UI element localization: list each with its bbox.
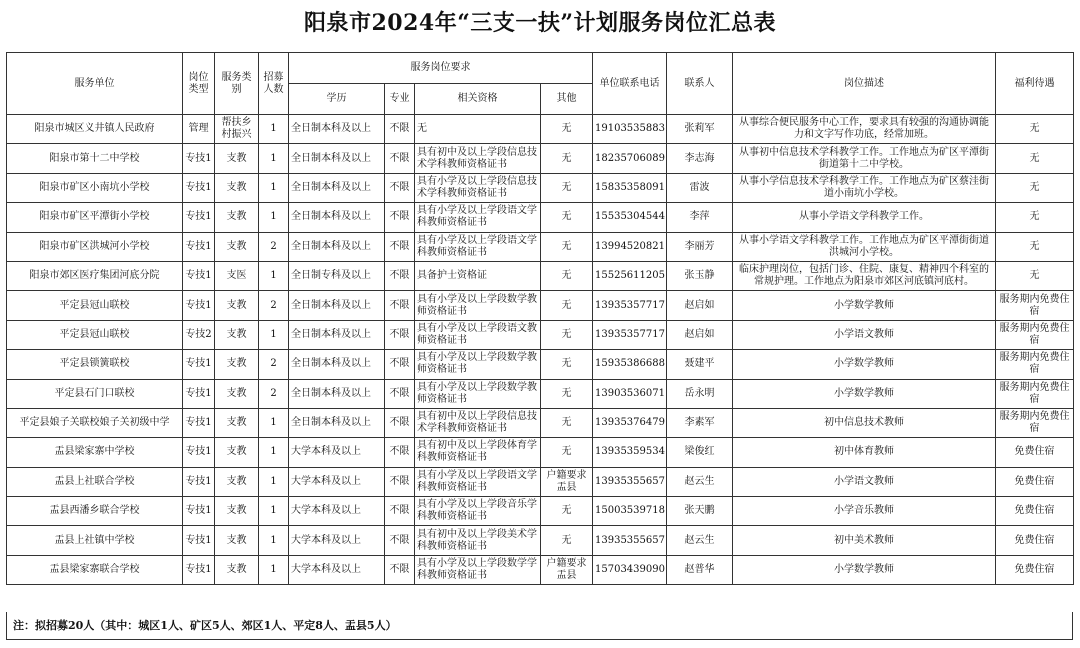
cell-education: 全日制本科及以上 — [289, 350, 385, 379]
cell-service-type: 支教 — [215, 291, 259, 320]
cell-phone: 13935359534 — [593, 438, 667, 467]
table-row — [7, 203, 1074, 232]
cell-description: 小学数学教师 — [733, 291, 996, 320]
cell-unit: 盂县梁家寨联合学校 — [7, 555, 183, 584]
cell-contact: 梁俊红 — [667, 438, 733, 467]
cell-service-type: 支教 — [215, 555, 259, 584]
cell-other: 无 — [541, 320, 593, 349]
cell-recruit-count: 1 — [259, 261, 289, 290]
cell-recruit-count: 1 — [259, 320, 289, 349]
table-body — [7, 115, 1074, 585]
cell-description: 小学数学教师 — [733, 350, 996, 379]
cell-education: 大学本科及以上 — [289, 526, 385, 555]
cell-post-type: 专技1 — [183, 555, 215, 584]
cell-description: 从事小学语文学科教学工作。工作地点为矿区平潭街街道洪城河小学校。 — [733, 232, 996, 261]
cell-service-type: 支教 — [215, 144, 259, 173]
cell-education: 全日制本科及以上 — [289, 115, 385, 144]
cell-education: 全日制本科及以上 — [289, 379, 385, 408]
cell-other: 无 — [541, 350, 593, 379]
header-requirements: 服务岗位要求 — [289, 53, 593, 84]
cell-major: 不限 — [385, 203, 415, 232]
cell-service-type: 支教 — [215, 350, 259, 379]
cell-phone: 18235706089 — [593, 144, 667, 173]
cell-major: 不限 — [385, 115, 415, 144]
cell-recruit-count: 2 — [259, 379, 289, 408]
cell-qualification: 具有小学及以上学段语文学科教师资格证书 — [415, 467, 541, 496]
cell-phone: 15535304544 — [593, 203, 667, 232]
cell-major: 不限 — [385, 173, 415, 202]
cell-unit: 平定县冠山联校 — [7, 320, 183, 349]
cell-qualification: 无 — [415, 115, 541, 144]
cell-service-type: 支教 — [215, 526, 259, 555]
cell-welfare: 无 — [996, 173, 1074, 202]
cell-major: 不限 — [385, 261, 415, 290]
cell-description: 初中美术教师 — [733, 526, 996, 555]
cell-contact: 李志海 — [667, 144, 733, 173]
cell-recruit-count: 2 — [259, 291, 289, 320]
table-row — [7, 467, 1074, 496]
table-row — [7, 408, 1074, 437]
cell-unit: 阳泉市城区义井镇人民政府 — [7, 115, 183, 144]
cell-qualification: 具有小学及以上学段数学教师资格证书 — [415, 350, 541, 379]
cell-recruit-count: 1 — [259, 408, 289, 437]
cell-education: 大学本科及以上 — [289, 555, 385, 584]
cell-recruit-count: 1 — [259, 144, 289, 173]
cell-education: 全日制本科及以上 — [289, 320, 385, 349]
cell-recruit-count: 1 — [259, 526, 289, 555]
cell-phone: 13994520821 — [593, 232, 667, 261]
cell-contact: 赵云生 — [667, 526, 733, 555]
cell-other: 无 — [541, 203, 593, 232]
table-row — [7, 555, 1074, 584]
cell-service-type: 支教 — [215, 467, 259, 496]
cell-other: 无 — [541, 232, 593, 261]
cell-major: 不限 — [385, 497, 415, 526]
cell-description: 初中体育教师 — [733, 438, 996, 467]
cell-unit: 平定县锁簧联校 — [7, 350, 183, 379]
cell-major: 不限 — [385, 350, 415, 379]
cell-unit: 盂县上社镇中学校 — [7, 526, 183, 555]
cell-contact: 李素军 — [667, 408, 733, 437]
cell-contact: 李萍 — [667, 203, 733, 232]
cell-post-type: 专技1 — [183, 350, 215, 379]
cell-welfare: 服务期内免费住宿 — [996, 291, 1074, 320]
cell-post-type: 专技1 — [183, 379, 215, 408]
cell-education: 全日制本科及以上 — [289, 144, 385, 173]
document-title: 阳泉市2024年“三支一扶”计划服务岗位汇总表 — [303, 10, 777, 36]
cell-post-type: 专技1 — [183, 173, 215, 202]
cell-description: 小学语文教师 — [733, 467, 996, 496]
cell-unit: 阳泉市第十二中学校 — [7, 144, 183, 173]
cell-description: 小学音乐教师 — [733, 497, 996, 526]
cell-description: 从事小学语文学科教学工作。 — [733, 203, 996, 232]
cell-contact: 赵启如 — [667, 320, 733, 349]
cell-other: 无 — [541, 173, 593, 202]
cell-phone: 15525611205 — [593, 261, 667, 290]
cell-other: 户籍要求盂县 — [541, 467, 593, 496]
cell-description: 初中信息技术教师 — [733, 408, 996, 437]
table-row — [7, 291, 1074, 320]
cell-education: 大学本科及以上 — [289, 497, 385, 526]
cell-major: 不限 — [385, 555, 415, 584]
table-row — [7, 261, 1074, 290]
cell-welfare: 免费住宿 — [996, 526, 1074, 555]
header-contact: 联系人 — [667, 53, 733, 115]
header-row-1 — [7, 53, 1074, 84]
cell-qualification: 具有小学及以上学段信息技术学科教师资格证书 — [415, 173, 541, 202]
header-education: 学历 — [289, 84, 385, 115]
cell-welfare: 无 — [996, 144, 1074, 173]
table-row — [7, 497, 1074, 526]
cell-welfare: 无 — [996, 232, 1074, 261]
cell-education: 全日制本科及以上 — [289, 203, 385, 232]
cell-post-type: 专技1 — [183, 467, 215, 496]
cell-unit: 平定县石门口联校 — [7, 379, 183, 408]
table-row — [7, 173, 1074, 202]
cell-other: 无 — [541, 261, 593, 290]
cell-description: 小学数学教师 — [733, 555, 996, 584]
cell-post-type: 专技1 — [183, 438, 215, 467]
cell-major: 不限 — [385, 526, 415, 555]
table-row — [7, 350, 1074, 379]
cell-unit: 阳泉市矿区小南坑小学校 — [7, 173, 183, 202]
table-row — [7, 526, 1074, 555]
cell-major: 不限 — [385, 232, 415, 261]
cell-post-type: 专技2 — [183, 320, 215, 349]
cell-other: 无 — [541, 497, 593, 526]
cell-phone: 15703439090 — [593, 555, 667, 584]
cell-phone: 13935355657 — [593, 526, 667, 555]
cell-qualification: 具有小学及以上学段数学教师资格证书 — [415, 379, 541, 408]
table-row — [7, 379, 1074, 408]
cell-phone: 15835358091 — [593, 173, 667, 202]
cell-contact: 赵云生 — [667, 467, 733, 496]
cell-contact: 张莉军 — [667, 115, 733, 144]
cell-phone: 13935355657 — [593, 467, 667, 496]
cell-welfare: 无 — [996, 261, 1074, 290]
cell-education: 大学本科及以上 — [289, 438, 385, 467]
cell-major: 不限 — [385, 320, 415, 349]
cell-other: 户籍要求盂县 — [541, 555, 593, 584]
cell-unit: 平定县冠山联校 — [7, 291, 183, 320]
cell-unit: 平定县娘子关联校娘子关初级中学 — [7, 408, 183, 437]
cell-service-type: 帮扶乡村振兴 — [215, 115, 259, 144]
cell-other: 无 — [541, 526, 593, 555]
cell-post-type: 专技1 — [183, 232, 215, 261]
cell-other: 无 — [541, 379, 593, 408]
cell-recruit-count: 2 — [259, 350, 289, 379]
cell-unit: 阳泉市矿区洪城河小学校 — [7, 232, 183, 261]
header-description: 岗位描述 — [733, 53, 996, 115]
cell-education: 全日制本科及以上 — [289, 232, 385, 261]
cell-post-type: 管理 — [183, 115, 215, 144]
cell-major: 不限 — [385, 379, 415, 408]
cell-welfare: 服务期内免费住宿 — [996, 408, 1074, 437]
cell-unit: 阳泉市矿区平潭街小学校 — [7, 203, 183, 232]
positions-table — [6, 52, 1074, 585]
table-row — [7, 144, 1074, 173]
cell-service-type: 支医 — [215, 261, 259, 290]
cell-description: 临床护理岗位，包括门诊、住院、康复、精神四个科室的常规护理。工作地点为阳泉市郊区河底镇河底村。 — [733, 261, 996, 290]
cell-recruit-count: 1 — [259, 555, 289, 584]
cell-phone: 19103535883 — [593, 115, 667, 144]
cell-contact: 雷波 — [667, 173, 733, 202]
cell-major: 不限 — [385, 144, 415, 173]
cell-other: 无 — [541, 115, 593, 144]
cell-qualification: 具有初中及以上学段体育学科教师资格证书 — [415, 438, 541, 467]
cell-education: 全日制专科及以上 — [289, 261, 385, 290]
cell-phone: 13935357717 — [593, 320, 667, 349]
cell-service-type: 支教 — [215, 408, 259, 437]
cell-education: 大学本科及以上 — [289, 467, 385, 496]
table-row — [7, 438, 1074, 467]
cell-education: 全日制本科及以上 — [289, 173, 385, 202]
cell-qualification: 具备护士资格证 — [415, 261, 541, 290]
cell-welfare: 服务期内免费住宿 — [996, 379, 1074, 408]
header-unit: 服务单位 — [7, 53, 183, 115]
table-row — [7, 232, 1074, 261]
cell-post-type: 专技1 — [183, 497, 215, 526]
cell-phone: 13903536071 — [593, 379, 667, 408]
cell-qualification: 具有小学及以上学段数学教师资格证书 — [415, 291, 541, 320]
cell-phone: 15003539718 — [593, 497, 667, 526]
cell-service-type: 支教 — [215, 232, 259, 261]
cell-service-type: 支教 — [215, 438, 259, 467]
cell-welfare: 免费住宿 — [996, 438, 1074, 467]
cell-post-type: 专技1 — [183, 291, 215, 320]
cell-post-type: 专技1 — [183, 144, 215, 173]
header-qualification: 相关资格 — [415, 84, 541, 115]
cell-education: 全日制本科及以上 — [289, 291, 385, 320]
cell-contact: 张玉静 — [667, 261, 733, 290]
cell-welfare: 无 — [996, 115, 1074, 144]
header-recruit-count: 招募人数 — [259, 53, 289, 115]
cell-qualification: 具有初中及以上学段信息技术学科教师资格证书 — [415, 408, 541, 437]
cell-contact: 李丽芳 — [667, 232, 733, 261]
cell-service-type: 支教 — [215, 173, 259, 202]
cell-qualification: 具有初中及以上学段信息技术学科教师资格证书 — [415, 144, 541, 173]
header-phone: 单位联系电话 — [593, 53, 667, 115]
header-post-type: 岗位类型 — [183, 53, 215, 115]
cell-recruit-count: 1 — [259, 467, 289, 496]
cell-other: 无 — [541, 408, 593, 437]
cell-qualification: 具有小学及以上学段语文学科教师资格证书 — [415, 232, 541, 261]
cell-welfare: 服务期内免费住宿 — [996, 320, 1074, 349]
cell-major: 不限 — [385, 438, 415, 467]
cell-welfare: 免费住宿 — [996, 555, 1074, 584]
cell-welfare: 免费住宿 — [996, 467, 1074, 496]
cell-phone: 13935357717 — [593, 291, 667, 320]
cell-recruit-count: 1 — [259, 438, 289, 467]
cell-qualification: 具有小学及以上学段语文教师资格证书 — [415, 320, 541, 349]
cell-description: 小学数学教师 — [733, 379, 996, 408]
header-service-type: 服务类别 — [215, 53, 259, 115]
cell-contact: 岳永明 — [667, 379, 733, 408]
cell-welfare: 无 — [996, 203, 1074, 232]
cell-description: 从事小学信息技术学科教学工作。工作地点为矿区蔡洼街道小南坑小学校。 — [733, 173, 996, 202]
cell-description: 小学语文教师 — [733, 320, 996, 349]
header-major: 专业 — [385, 84, 415, 115]
cell-post-type: 专技1 — [183, 261, 215, 290]
cell-qualification: 具有初中及以上学段美术学科教师资格证书 — [415, 526, 541, 555]
cell-welfare: 免费住宿 — [996, 497, 1074, 526]
cell-unit: 盂县梁家寨中学校 — [7, 438, 183, 467]
cell-contact: 赵普华 — [667, 555, 733, 584]
cell-recruit-count: 1 — [259, 203, 289, 232]
cell-contact: 赵启如 — [667, 291, 733, 320]
footnote: 注：拟招募20人（其中：城区1人、矿区5人、郊区1人、平定8人、盂县5人） — [6, 612, 1073, 640]
cell-major: 不限 — [385, 291, 415, 320]
cell-recruit-count: 1 — [259, 497, 289, 526]
cell-qualification: 具有小学及以上学段数学学科教师资格证书 — [415, 555, 541, 584]
cell-contact: 聂建平 — [667, 350, 733, 379]
cell-recruit-count: 1 — [259, 173, 289, 202]
cell-other: 无 — [541, 291, 593, 320]
cell-education: 全日制本科及以上 — [289, 408, 385, 437]
cell-post-type: 专技1 — [183, 203, 215, 232]
header-welfare: 福利待遇 — [996, 53, 1074, 115]
cell-service-type: 支教 — [215, 379, 259, 408]
cell-post-type: 专技1 — [183, 526, 215, 555]
cell-qualification: 具有小学及以上学段音乐学科教师资格证书 — [415, 497, 541, 526]
cell-qualification: 具有小学及以上学段语文学科教师资格证书 — [415, 203, 541, 232]
cell-description: 从事初中信息技术学科教学工作。工作地点为矿区平潭街街道第十二中学校。 — [733, 144, 996, 173]
cell-description: 从事综合便民服务中心工作，要求具有较强的沟通协调能力和文字写作功底，经常加班。 — [733, 115, 996, 144]
cell-post-type: 专技1 — [183, 408, 215, 437]
cell-service-type: 支教 — [215, 320, 259, 349]
cell-welfare: 服务期内免费住宿 — [996, 350, 1074, 379]
table-row — [7, 115, 1074, 144]
cell-contact: 张天鹏 — [667, 497, 733, 526]
table-row — [7, 320, 1074, 349]
cell-service-type: 支教 — [215, 203, 259, 232]
cell-recruit-count: 1 — [259, 115, 289, 144]
cell-major: 不限 — [385, 467, 415, 496]
cell-unit: 盂县上社联合学校 — [7, 467, 183, 496]
cell-other: 无 — [541, 144, 593, 173]
header-other: 其他 — [541, 84, 593, 115]
cell-major: 不限 — [385, 408, 415, 437]
cell-phone: 15935386688 — [593, 350, 667, 379]
cell-phone: 13935376479 — [593, 408, 667, 437]
cell-other: 无 — [541, 438, 593, 467]
cell-recruit-count: 2 — [259, 232, 289, 261]
cell-service-type: 支教 — [215, 497, 259, 526]
cell-unit: 盂县西潘乡联合学校 — [7, 497, 183, 526]
cell-unit: 阳泉市郊区医疗集团河底分院 — [7, 261, 183, 290]
